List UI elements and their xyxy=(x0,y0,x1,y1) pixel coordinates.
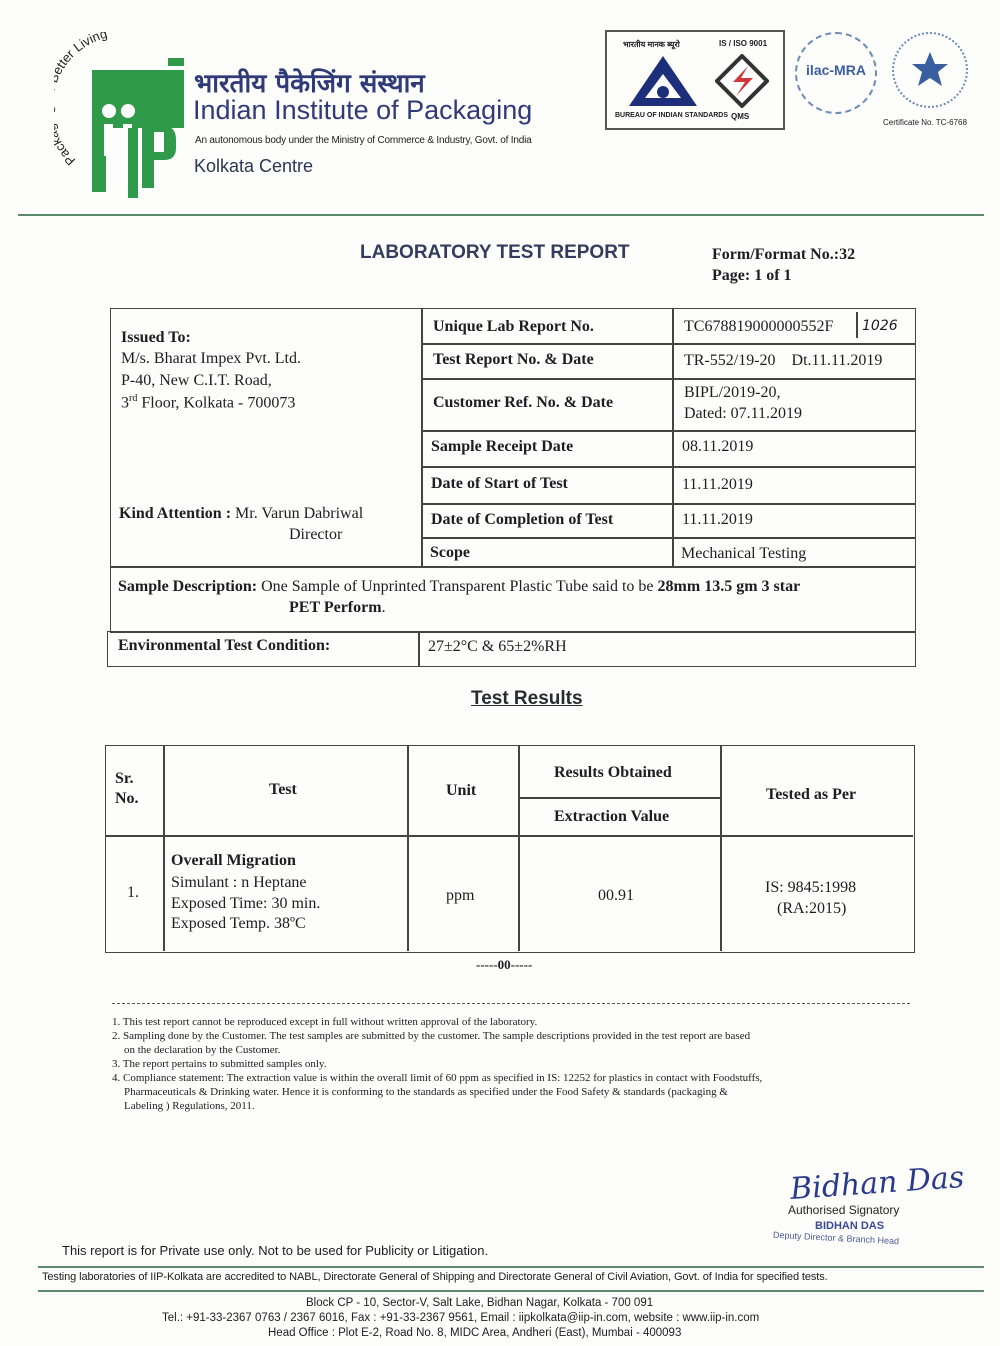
form-number: Form/Format No.:32 xyxy=(712,246,856,263)
info-label-completion: Date of Completion of Test xyxy=(431,511,614,528)
footer-contact: Tel.: +91-33-2367 0763 / 2367 6016, Fax : +91-33-2367 9561, Email : iipkolkata@iip-in.com, website : www.iip-in.com xyxy=(162,1312,760,1324)
info-value-scope: Mechanical Testing xyxy=(681,545,807,562)
bis-iso: IS / ISO 9001 xyxy=(719,39,768,48)
info-value-customer-date: Dated: 07.11.2019 xyxy=(684,405,803,422)
nabl-seal xyxy=(892,32,968,108)
test-results-title: Test Results xyxy=(471,688,583,709)
svg-text:Packaging for Better Living xyxy=(54,32,109,169)
qms-label: QMS xyxy=(731,112,750,121)
tagline-text: Pa tter Living xyxy=(54,32,109,169)
header-results-obtained: Results Obtained xyxy=(554,764,672,781)
qms-logo-icon xyxy=(715,54,769,108)
bis-logo-icon xyxy=(627,54,699,108)
kind-attention: Kind Attention : Mr. Varun Dabriwal xyxy=(119,505,364,522)
header-test: Test xyxy=(269,781,297,798)
note-2: 2. Sampling done by the Customer. The test samples are submitted by the customer. The sample descriptions provided in the test report are based xyxy=(112,1030,751,1042)
nabl-star-icon xyxy=(910,50,950,90)
issued-to-label: Issued To: xyxy=(121,329,191,346)
info-value-unique-report: TC678819000000552F xyxy=(684,318,834,335)
issued-address-1: P-40, New C.I.T. Road, xyxy=(121,372,272,389)
end-of-results-mark: -----00----- xyxy=(476,957,533,972)
environment-value: 27±2°C & 65±2%RH xyxy=(428,638,567,655)
header-sr-no: No. xyxy=(115,790,139,807)
info-value-sample-receipt: 08.11.2019 xyxy=(682,438,754,455)
ilac-mra-seal xyxy=(795,32,877,114)
ilac-label: ilac-MRA xyxy=(806,62,866,78)
row-standard-ra: (RA:2015) xyxy=(777,900,847,917)
note-3: 3. The report pertains to submitted samples only. xyxy=(112,1058,327,1070)
header-sr: Sr. xyxy=(115,770,134,787)
bis-hindi: भारतीय मानक ब्यूरो xyxy=(623,40,680,49)
row-test-simulant: Simulant : n Heptane xyxy=(171,874,307,891)
attention-title: Director xyxy=(289,526,343,543)
header-tested-as-per: Tested as Per xyxy=(766,786,857,803)
footer-address: Block CP - 10, Sector-V, Salt Lake, Bidhan Nagar, Kolkata - 700 091 xyxy=(306,1297,654,1309)
note-2-cont: on the declaration by the Customer. xyxy=(124,1044,281,1056)
sample-description-line2: PET Perform. xyxy=(289,599,386,616)
bis-english: BUREAU OF INDIAN STANDARDS xyxy=(615,112,729,119)
row-test-time: Exposed Time: 30 min. xyxy=(171,895,321,912)
issued-address-2: 3rd Floor, Kolkata - 700073 xyxy=(121,393,296,412)
info-value-test-report: TR-552/19-20 Dt.11.11.2019 xyxy=(684,352,883,369)
notes-divider xyxy=(112,1003,910,1004)
signature: Bidhan Das xyxy=(788,1159,966,1208)
handwritten-mark: 1026 xyxy=(862,318,898,334)
accreditation-note: Testing laboratories of IIP-Kolkata are accredited to NABL, Directorate General of Shipping and Directorate General of Civil Aviation, Govt. of India for specified tests. xyxy=(42,1271,828,1283)
note-4-cont2: Labeling ) Regulations, 2011. xyxy=(124,1100,255,1112)
environment-label: Environmental Test Condition: xyxy=(118,637,331,654)
private-use-note: This report is for Private use only. Not to be used for Publicity or Litigation. xyxy=(62,1243,489,1258)
certificate-number: Certificate No. TC-6768 xyxy=(883,118,967,127)
report-title: LABORATORY TEST REPORT xyxy=(360,242,630,263)
note-4: 4. Compliance statement: The extraction value is within the overall limit of 60 ppm as specified in IS: 12252 for plastics in contact with Foodstuffs, xyxy=(112,1072,763,1084)
row-standard: IS: 9845:1998 xyxy=(765,879,857,896)
info-label-test-report: Test Report No. & Date xyxy=(433,351,594,368)
institute-hindi-name: भारतीय पैकेजिंग संस्थान xyxy=(194,69,425,99)
info-label-unique-report: Unique Lab Report No. xyxy=(433,318,594,335)
info-label-customer-ref: Customer Ref. No. & Date xyxy=(433,394,614,411)
notes-list xyxy=(112,1015,902,1113)
authorised-signatory: Authorised Signatory xyxy=(788,1203,900,1217)
header-extraction-value: Extraction Value xyxy=(554,808,670,825)
sample-description-line1: Sample Description: One Sample of Unprinted Transparent Plastic Tube said to be 28mm 13.5 gm 3 star xyxy=(118,578,801,595)
row-test-temp: Exposed Temp. 38ºC xyxy=(171,915,306,932)
row-unit: ppm xyxy=(446,887,475,904)
row-test-title: Overall Migration xyxy=(171,852,296,869)
info-value-customer-ref: BIPL/2019-20, xyxy=(684,384,781,401)
footer-head-office: Head Office : Plot E-2, Road No. 8, MIDC Area, Andheri (East), Mumbai - 400093 xyxy=(268,1327,682,1339)
row-sr: 1. xyxy=(127,884,139,901)
centre-name: Kolkata Centre xyxy=(194,156,314,176)
autonomous-note: An autonomous body under the Ministry of Commerce & Industry, Govt. of India xyxy=(195,135,532,146)
info-label-start-test: Date of Start of Test xyxy=(431,475,568,492)
note-1: 1. This test report cannot be reproduced except in full without written approval of the laboratory. xyxy=(112,1016,538,1028)
row-value: 00.91 xyxy=(598,887,634,904)
signatory-name: BIDHAN DAS xyxy=(815,1220,885,1232)
footer-rule-top xyxy=(38,1266,984,1268)
info-label-scope: Scope xyxy=(430,544,470,561)
footer-rule-bottom xyxy=(38,1290,984,1292)
bis-certification-box xyxy=(605,30,785,130)
institute-name: Indian Institute of Packaging xyxy=(193,95,533,125)
header-unit: Unit xyxy=(446,782,477,799)
signatory-designation: Deputy Director & Branch Head xyxy=(772,1229,900,1247)
page-number: Page: 1 of 1 xyxy=(712,267,792,284)
sample-description-box xyxy=(110,566,916,633)
header-divider xyxy=(18,214,984,216)
note-4-cont1: Pharmaceuticals & Drinking water. Hence it is conforming to the standards as specified under the Food Safety & standards (packaging & xyxy=(124,1086,728,1098)
tagline-arc xyxy=(54,32,184,177)
issued-company: M/s. Bharat Impex Pvt. Ltd. xyxy=(121,350,301,367)
info-value-completion: 11.11.2019 xyxy=(682,511,753,528)
info-value-start-test: 11.11.2019 xyxy=(682,476,753,493)
info-label-sample-receipt: Sample Receipt Date xyxy=(431,438,574,455)
